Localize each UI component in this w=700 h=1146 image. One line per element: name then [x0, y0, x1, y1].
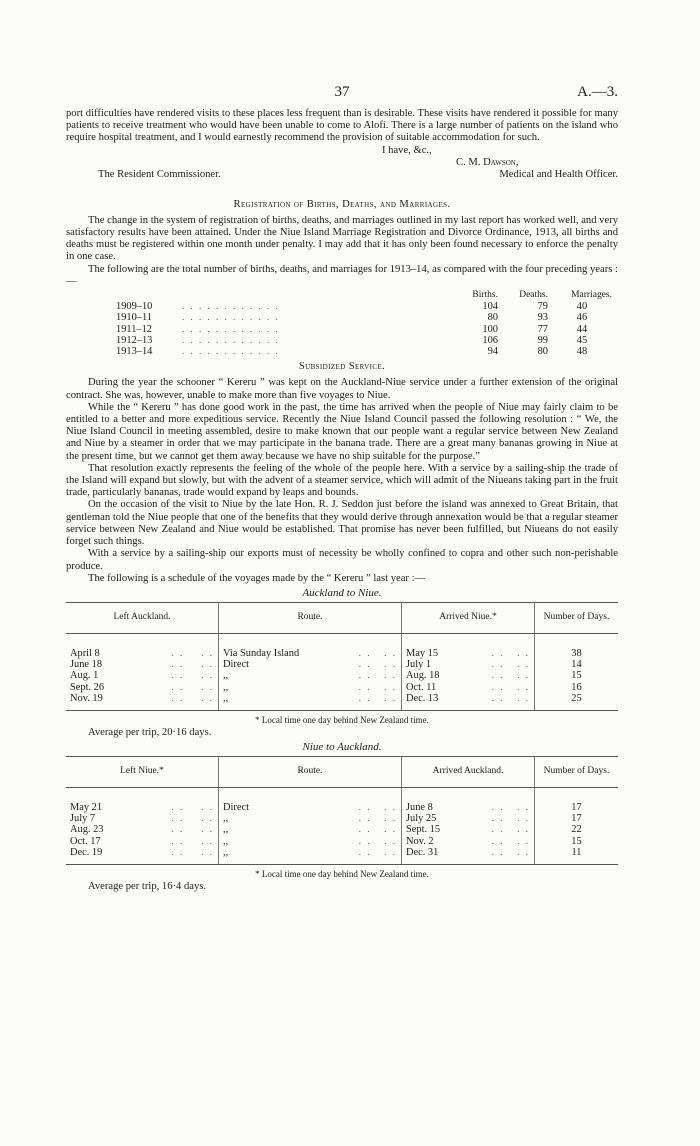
- route: ,,: [223, 846, 229, 858]
- schedule-row: July 7 . . . . ,, . . . . July 25 . . . . 17: [66, 813, 618, 824]
- schedule-row: Nov. 19 . . . . ,, . . . . Dec. 13 . . . . 25: [66, 693, 618, 704]
- schedule-2-footnote: * Local time one day behind New Zealand time.: [255, 868, 429, 879]
- route: ,,: [223, 692, 229, 704]
- arrived-date: July 1: [406, 659, 432, 671]
- stats-births: 94: [487, 346, 498, 358]
- left-date: Aug. 1: [70, 670, 99, 682]
- arrived-date: Sept. 15: [406, 824, 441, 836]
- days: 22: [571, 824, 582, 836]
- schedule-header-row: [66, 756, 618, 787]
- stats-deaths: 79: [537, 301, 548, 313]
- col-route: Route.: [219, 756, 402, 787]
- schedule-row: Oct. 17 . . . . ,, . . . . Nov. 2 . . . . 15: [66, 836, 618, 847]
- stats-births: 104: [482, 301, 498, 313]
- arrived-date: Dec. 13: [406, 692, 439, 704]
- stats-marriages: 40: [576, 301, 588, 313]
- deaths-column-header: Deaths.: [519, 290, 548, 301]
- arrived-date: Dec. 31: [406, 846, 439, 858]
- arrived-date: Nov. 2: [406, 835, 434, 847]
- schedule-row: Dec. 19 . . . . ,, . . . . Dec. 31 . . . . 11: [66, 847, 618, 858]
- stats-marriages: 46: [576, 312, 588, 324]
- stats-births: 106: [482, 334, 498, 346]
- schedule-niue-auckland-title: Niue to Auckland.: [302, 740, 382, 753]
- signature-name: C. M. Dawson,: [456, 156, 519, 168]
- schedule-row: Aug. 1 . . . . ,, . . . . Aug. 18 . . . . 15: [66, 670, 618, 681]
- registration-heading: Registration of Births, Deaths, and Marriages.: [233, 198, 451, 210]
- col-left-niue: Left Niue.*: [66, 756, 219, 787]
- stats-header-row: [116, 290, 616, 301]
- document-reference: A.—3.: [577, 84, 618, 100]
- intro-paragraph: port difficulties have rendered visits to these places less frequent than is desirable. These visits have rendered it possible for many patients to receive treatment who would have been unable to come to Alofi. There is a large number of patients on the island who require hospital treatment, and I would earnestly recommend the provision of suitable accommodation for such.: [66, 108, 618, 144]
- leader-dots: . . . . . . . . . . . .: [182, 312, 280, 323]
- births-column-header: Births.: [472, 290, 498, 301]
- arrived-date: Aug. 18: [406, 670, 440, 682]
- signature-title: Medical and Health Officer.: [499, 168, 618, 180]
- days: 15: [571, 835, 582, 847]
- days: 14: [571, 659, 582, 671]
- schedule-auckland-niue-title: Auckland to Niue.: [302, 586, 382, 599]
- route: Via Sunday Island: [223, 647, 300, 659]
- days: 38: [571, 647, 582, 659]
- days: 16: [571, 681, 582, 693]
- subsidized-paragraph-3: That resolution exactly represents the feeling of the whole of the people here. With a service by a sailing-ship the trade of the Island will expand but slowly, but with the advent of a steamer service, which will admit of the Niueans taking part in the fruit trade, particularly bananas, trade would expand by leaps and bounds.: [66, 462, 618, 499]
- route: ,,: [223, 813, 229, 825]
- stats-year: 1912–13: [116, 334, 153, 346]
- registration-paragraph-1: The change in the system of registration of births, deaths, and marriages outlined in my last report has worked well, and very satisfactory results have been attained. Under the Niue Island Marriage Registration and Divorce Ordinance, 1913, all births and deaths must be registered within one month under penalty. I may add that it has only been found necessary to enforce the penalty in one case.: [66, 214, 618, 263]
- schedule-1-footnote: * Local time one day behind New Zealand time.: [255, 714, 429, 725]
- document-page: [66, 84, 618, 893]
- left-date: Oct. 17: [70, 835, 101, 847]
- stats-year: 1911–12: [116, 323, 152, 335]
- stats-marriages: 48: [576, 346, 588, 358]
- stats-row: [116, 335, 616, 346]
- col-number-of-days: Number of Days.: [535, 756, 619, 787]
- col-route: Route.: [219, 602, 402, 633]
- subsidized-paragraph-5: With a service by a sailing-ship our exports must of necessity be wholly confined to copra and other such non-perishable produce.: [66, 548, 618, 572]
- arrived-date: May 15: [406, 647, 439, 659]
- stats-year: 1910–11: [116, 312, 152, 324]
- leader-dots: . . . . . . . . . . . .: [182, 346, 280, 357]
- page-header: [66, 84, 618, 108]
- arrived-date: Oct. 11: [406, 681, 437, 693]
- route: Direct: [223, 659, 249, 671]
- stats-marriages: 44: [576, 323, 588, 335]
- schedule-niue-auckland-table: [66, 756, 618, 865]
- subsidized-paragraph-4: On the occasion of the visit to Niue by the late Hon. R. J. Seddon just before the island was annexed to Great Britain, that gentleman told the Niue people that one of the benefits that they would derive through annexation would be that a regular steamer service between New Zealand and Niue would be established. That promise has never been fulfilled, but Niueans do not easily forget such things.: [66, 499, 618, 548]
- route: ,,: [223, 835, 229, 847]
- days: 25: [571, 692, 582, 704]
- page-number: 37: [334, 84, 350, 100]
- stats-deaths: 99: [537, 334, 548, 346]
- schedule-row: June 18 . . . . Direct . . . . July 1 . . . . 14: [66, 659, 618, 670]
- schedule-1-average: Average per trip, 20·16 days.: [88, 726, 212, 738]
- marriages-column-header: Marriages.: [571, 290, 612, 301]
- subsidized-paragraph-1: During the year the schooner “ Kereru ” was kept on the Auckland-Niue service under a further extension of the original contract. She was, however, unable to make more than five voyages to Niue.: [66, 377, 618, 401]
- stats-deaths: 93: [537, 312, 548, 324]
- schedule-2-average: Average per trip, 16·4 days.: [88, 880, 207, 892]
- stats-deaths: 77: [537, 323, 548, 335]
- subsidized-paragraph-2: While the “ Kereru ” has done good work in the past, the time has arrived when the people of Niue may fairly claim to be entitled to a better and more expeditious service. Recently the Niue Island Council passed the following resolution : “ We, the Niue Island Council in meeting assembled, desire to make known that our people want a regular service between New Zealand and Niue by a steamer in order that we may participate in the banana trade. There are a great many bananas growing in Niue at the present time, but we cannot get them away because we have no ship suitable for the purpose.”: [66, 401, 618, 462]
- stats-row: [116, 324, 616, 335]
- schedule-auckland-niue-table: [66, 602, 618, 711]
- stats-row: [116, 312, 616, 323]
- arrived-date: July 25: [406, 813, 437, 825]
- days: 17: [571, 801, 582, 813]
- subsidized-paragraph-6: The following is a schedule of the voyages made by the “ Kereru ” last year :—: [88, 572, 426, 584]
- left-date: Dec. 19: [70, 846, 103, 858]
- leader-dots: . . . . . . . . . . . .: [182, 334, 280, 345]
- left-date: Aug. 23: [70, 824, 104, 836]
- schedule-row: May 21 . . . . Direct . . . . June 8 . . . . 17: [66, 802, 618, 813]
- arrived-date: June 8: [406, 801, 433, 813]
- col-arrived-auckland: Arrived Auckland.: [402, 756, 535, 787]
- route: Direct: [223, 801, 249, 813]
- col-number-of-days: Number of Days.: [535, 602, 619, 633]
- left-date: Nov. 19: [70, 692, 103, 704]
- signature-addressee: The Resident Commissioner.: [98, 168, 221, 180]
- subsidized-heading: Subsidized Service.: [298, 361, 386, 373]
- schedule-header-row: [66, 602, 618, 633]
- stats-deaths: 80: [537, 346, 548, 358]
- stats-marriages: 45: [576, 334, 588, 346]
- signature-closing: I have, &c.,: [382, 144, 432, 156]
- col-arrived-niue: Arrived Niue.*: [402, 602, 535, 633]
- stats-year: 1913–14: [116, 346, 153, 358]
- days: 17: [571, 813, 582, 825]
- schedule-row: April 8 . . . . Via Sunday Island . . . . May 15 . . . . 38: [66, 648, 618, 659]
- registration-paragraph-2: The following are the total number of births, deaths, and marriages for 1913–14, as compared with the four preceding years :—: [66, 263, 618, 287]
- left-date: April 8: [70, 647, 100, 659]
- vital-statistics-table: [116, 290, 616, 357]
- stats-year: 1909–10: [116, 301, 153, 313]
- col-left-auckland: Left Auckland.: [66, 602, 219, 633]
- days: 11: [571, 846, 582, 858]
- left-date: Sept. 26: [70, 681, 105, 693]
- left-date: May 21: [70, 801, 103, 813]
- leader-dots: . . . . . . . . . . . .: [182, 301, 280, 312]
- leader-dots: . . . . . . . . . . . .: [182, 323, 280, 334]
- left-date: July 7: [70, 813, 96, 825]
- route: ,,: [223, 824, 229, 836]
- stats-row: [116, 301, 616, 312]
- stats-births: 80: [487, 312, 498, 324]
- left-date: June 18: [70, 659, 103, 671]
- schedule-row: Aug. 23 . . . . ,, . . . . Sept. 15 . . . . 22: [66, 824, 618, 835]
- signature-block: [66, 145, 618, 193]
- schedule-row: Sept. 26 . . . . ,, . . . . Oct. 11 . . . . 16: [66, 682, 618, 693]
- route: ,,: [223, 681, 229, 693]
- days: 15: [571, 670, 582, 682]
- route: ,,: [223, 670, 229, 682]
- stats-births: 100: [482, 323, 498, 335]
- stats-row: [116, 346, 616, 357]
